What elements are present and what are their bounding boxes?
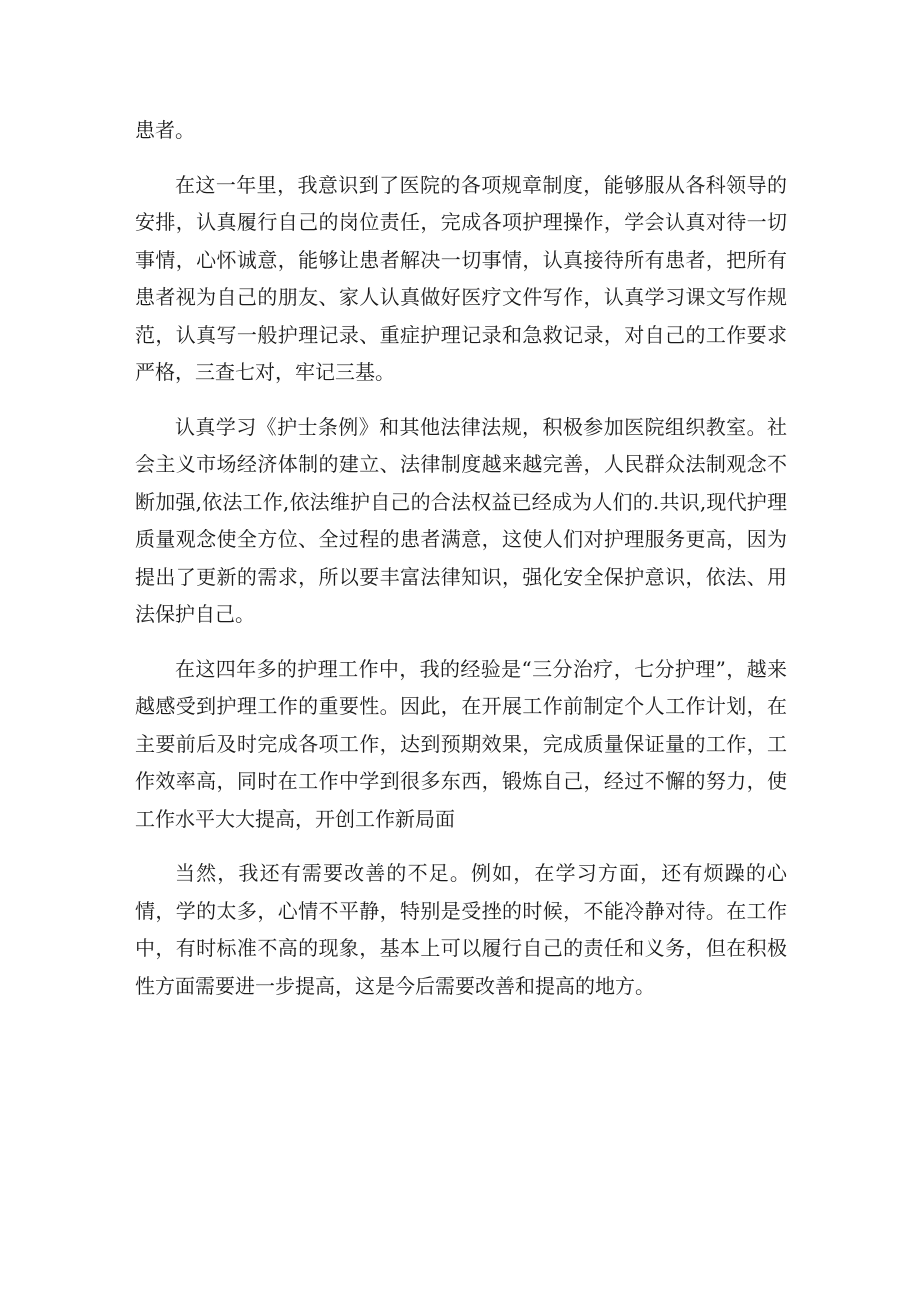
paragraph-nursing-experience: 在这四年多的护理工作中，我的经验是“三分治疗，七分护理”，越来越感受到护理工作的重要性。因此，在开展工作前制定个人工作计划，在主要前后及时完成各项工作，达到预期效果，完成质量保证量的工作，工作效率高，同时在工作中学到很多东西，锻炼自己，经过不懈的努力，使工作水平大大提高，开创工作新局面	[135, 656, 787, 831]
document-body	[135, 112, 787, 1005]
paragraph-legal-study: 认真学习《护士条例》和其他法律法规，积极参加医院组织教室。社会主义市场经济体制的建立、法律制度越来越完善，人民群众法制观念不断加强,依法工作,依法维护自己的合法权益已经成为人们的.共识,现代护理质量观念使全方位、全过程的患者满意，这使人们对护理服务更高，因为提出了更新的需求，所以要丰富法律知识，强化安全保护意识，依法、用法保护自己。	[135, 414, 787, 626]
paragraph-shortcomings: 当然，我还有需要改善的不足。例如，在学习方面，还有烦躁的心情，学的太多，心情不平静，特别是受挫的时候，不能冷静对待。在工作中，有时标准不高的现象，基本上可以履行自己的责任和义务，但在积极性方面需要进一步提高，这是今后需要改善和提高的地方。	[135, 861, 787, 998]
paragraph-rules-and-duties: 在这一年里，我意识到了医院的各项规章制度，能够服从各科领导的安排，认真履行自己的岗位责任，完成各项护理操作，学会认真对待一切事情，心怀诚意，能够让患者解决一切事情，认真接待所有患者，把所有患者视为自己的朋友、家人认真做好医疗文件写作，认真学习课文写作规范，认真写一般护理记录、重症护理记录和急救记录，对自己的工作要求严格，三查七对，牢记三基。	[135, 172, 787, 384]
paragraph-continuation: 患者。	[135, 118, 195, 142]
